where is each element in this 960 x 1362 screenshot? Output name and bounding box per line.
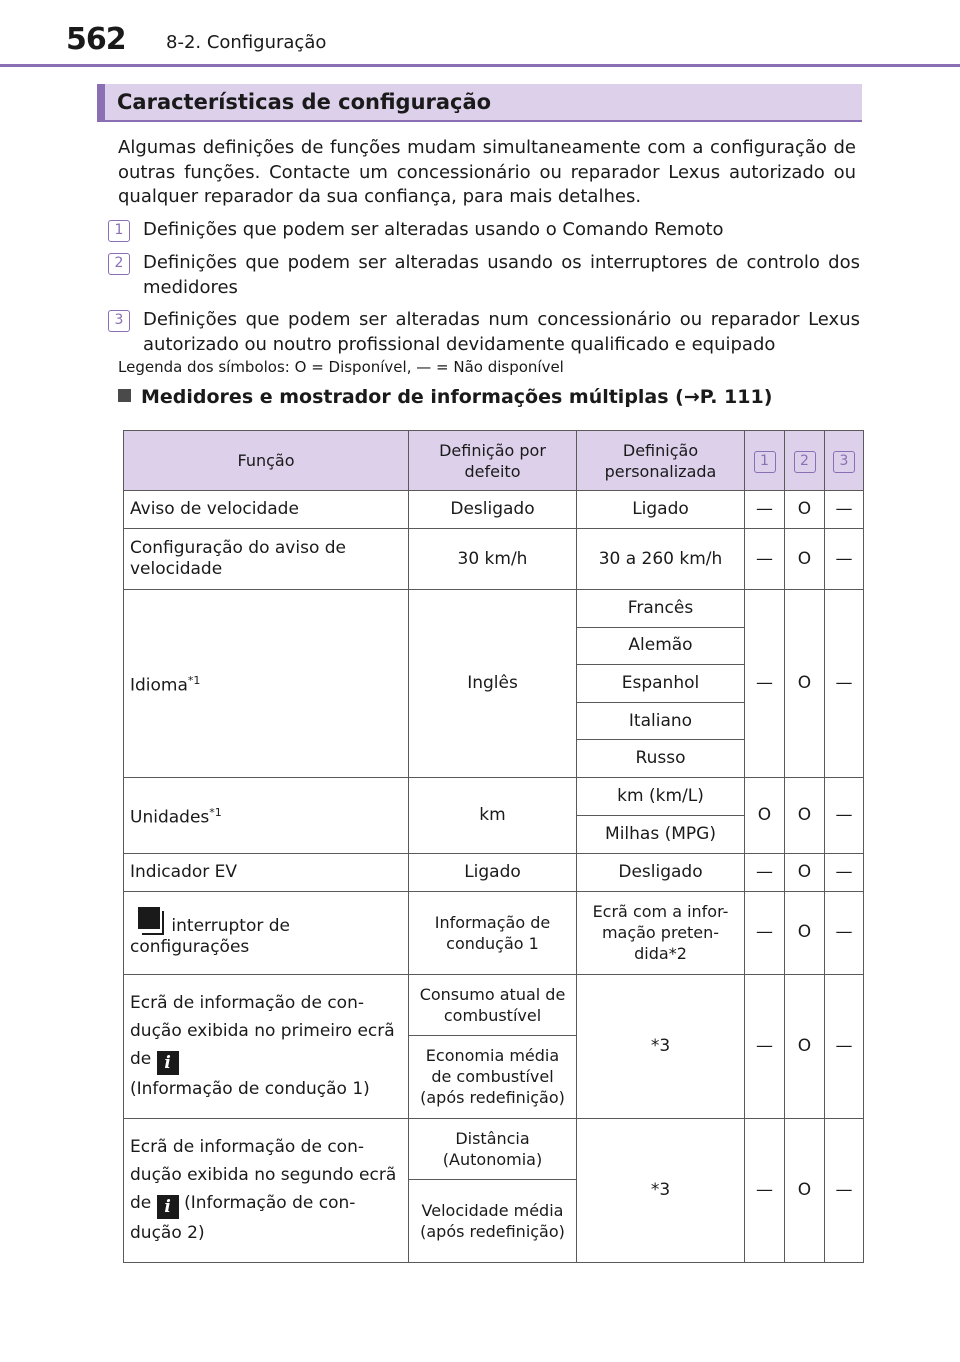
cell-custom: Ligado bbox=[577, 491, 745, 529]
table-row bbox=[124, 974, 864, 1035]
footnote-mark: *2 bbox=[668, 944, 687, 964]
symbol-legend: Legenda dos símbolos: O = Disponível, — = Não disponível bbox=[118, 358, 564, 376]
cell-c2: O bbox=[785, 491, 825, 529]
table-row bbox=[124, 590, 864, 628]
info-icon: i bbox=[157, 1051, 179, 1075]
cell-c1: — bbox=[745, 1118, 785, 1262]
settings-switch-icon bbox=[138, 907, 166, 935]
number-badge: 2 bbox=[794, 451, 816, 473]
table-header-row bbox=[124, 431, 864, 491]
cell-c3: — bbox=[825, 1118, 864, 1262]
cell-c2: O bbox=[785, 590, 825, 778]
cell-c2: O bbox=[785, 529, 825, 590]
cell-c1: — bbox=[745, 853, 785, 891]
cell-function: Configuração do aviso de velocidade bbox=[124, 529, 409, 590]
cell-custom bbox=[577, 891, 745, 974]
cell-c3: — bbox=[825, 590, 864, 778]
cell-option: Alemão bbox=[577, 627, 745, 665]
cell-custom: Desligado bbox=[577, 853, 745, 891]
header-col-3 bbox=[825, 431, 864, 491]
cell-custom: *3 bbox=[577, 974, 745, 1118]
cell-default: Velocidade média (após redefinição) bbox=[409, 1179, 577, 1262]
cell-default: Ligado bbox=[409, 853, 577, 891]
cell-c3: — bbox=[825, 891, 864, 974]
number-badge: 3 bbox=[108, 310, 130, 332]
cell-c2: O bbox=[785, 1118, 825, 1262]
definition-text: Definições que podem ser alteradas num concessionário ou reparador Lexus autorizado ou noutro profissional devidamente qualificado e equipado bbox=[143, 309, 860, 355]
header-rule bbox=[0, 64, 960, 67]
square-bullet-icon bbox=[118, 389, 131, 402]
cell-default: km bbox=[409, 777, 577, 853]
cell-default: Inglês bbox=[409, 590, 577, 778]
cell-default: Informação de condução 1 bbox=[409, 891, 577, 974]
header-default: Definição por defeito bbox=[409, 431, 577, 491]
footnote-mark: *1 bbox=[209, 806, 222, 820]
sub-heading bbox=[118, 386, 772, 408]
table-row bbox=[124, 1118, 864, 1179]
cell-c2: O bbox=[785, 777, 825, 853]
cell-function: Aviso de velocidade bbox=[124, 491, 409, 529]
function-label-b: (Informação de con- dução 2) bbox=[130, 1193, 356, 1244]
section-banner bbox=[97, 84, 862, 122]
table-row bbox=[124, 529, 864, 590]
header-function: Função bbox=[124, 431, 409, 491]
cell-c2: O bbox=[785, 891, 825, 974]
number-badge: 1 bbox=[108, 220, 130, 242]
section-title: Características de configuração bbox=[117, 90, 492, 114]
cell-c3: — bbox=[825, 974, 864, 1118]
table-row bbox=[124, 491, 864, 529]
number-badge: 3 bbox=[833, 451, 855, 473]
function-label-b: configurações bbox=[130, 937, 250, 958]
cell-function: Indicador EV bbox=[124, 853, 409, 891]
cell-function bbox=[124, 590, 409, 778]
function-label: Unidades bbox=[130, 807, 210, 828]
footnote-mark: *1 bbox=[187, 674, 201, 688]
cell-c3: — bbox=[825, 853, 864, 891]
table-row bbox=[124, 853, 864, 891]
function-label-a: Ecrã de informação de con- dução exibida no segundo ecrã de bbox=[130, 1137, 397, 1214]
definition-text: Definições que podem ser alteradas usando os interruptores de controlo dos medidores bbox=[143, 252, 860, 298]
definition-text: Definições que podem ser alteradas usando o Comando Remoto bbox=[143, 219, 724, 240]
cell-c2: O bbox=[785, 853, 825, 891]
cell-option: Milhas (MPG) bbox=[577, 815, 745, 853]
cell-c3: — bbox=[825, 777, 864, 853]
cell-function bbox=[124, 891, 409, 974]
cell-custom: *3 bbox=[577, 1118, 745, 1262]
table-row bbox=[124, 777, 864, 815]
intro-paragraph: Algumas definições de funções mudam simultaneamente com a configuração de outras funções. Contacte um concessionário ou reparador Lexus autorizado ou qualquer reparador da sua confiança, para mais detalhes. bbox=[118, 137, 856, 207]
chapter-title: 8-2. Configuração bbox=[166, 32, 327, 53]
cell-default: Economia média de combustível (após redefinição) bbox=[409, 1035, 577, 1118]
cell-c1: — bbox=[745, 590, 785, 778]
number-badge: 2 bbox=[108, 253, 130, 275]
header-custom: Definição personalizada bbox=[577, 431, 745, 491]
cell-option: km (km/L) bbox=[577, 777, 745, 815]
cell-c2: O bbox=[785, 974, 825, 1118]
cell-c1: — bbox=[745, 891, 785, 974]
cell-option: Russo bbox=[577, 740, 745, 778]
cell-c1: — bbox=[745, 529, 785, 590]
cell-option: Italiano bbox=[577, 702, 745, 740]
cell-c1: — bbox=[745, 974, 785, 1118]
cell-default: 30 km/h bbox=[409, 529, 577, 590]
cell-c1: — bbox=[745, 491, 785, 529]
cell-function bbox=[124, 974, 409, 1118]
page-header bbox=[0, 0, 960, 70]
settings-table bbox=[123, 430, 864, 1263]
cell-option: Espanhol bbox=[577, 665, 745, 703]
custom-label: Ecrã com a infor- mação preten- dida bbox=[592, 902, 729, 964]
number-badge: 1 bbox=[754, 451, 776, 473]
function-label: Idioma bbox=[130, 675, 188, 696]
table-row bbox=[124, 891, 864, 974]
header-col-2 bbox=[785, 431, 825, 491]
sub-heading-text: Medidores e mostrador de informações múltiplas (→P. 111) bbox=[141, 386, 773, 408]
function-label-a: Ecrã de informação de con- dução exibida no primeiro ecrã de bbox=[130, 993, 395, 1070]
header-col-1 bbox=[745, 431, 785, 491]
cell-default: Consumo atual de combustível bbox=[409, 974, 577, 1035]
page-number: 562 bbox=[66, 22, 126, 57]
cell-option: Francês bbox=[577, 590, 745, 628]
function-label-b: (Informação de condução 1) bbox=[130, 1079, 370, 1100]
cell-c1: O bbox=[745, 777, 785, 853]
cell-c3: — bbox=[825, 529, 864, 590]
cell-function bbox=[124, 1118, 409, 1262]
cell-c3: — bbox=[825, 491, 864, 529]
cell-function bbox=[124, 777, 409, 853]
cell-custom: 30 a 260 km/h bbox=[577, 529, 745, 590]
function-label-a: interruptor de bbox=[171, 916, 290, 937]
info-icon: i bbox=[157, 1195, 179, 1219]
cell-default: Desligado bbox=[409, 491, 577, 529]
cell-default: Distância (Autonomia) bbox=[409, 1118, 577, 1179]
